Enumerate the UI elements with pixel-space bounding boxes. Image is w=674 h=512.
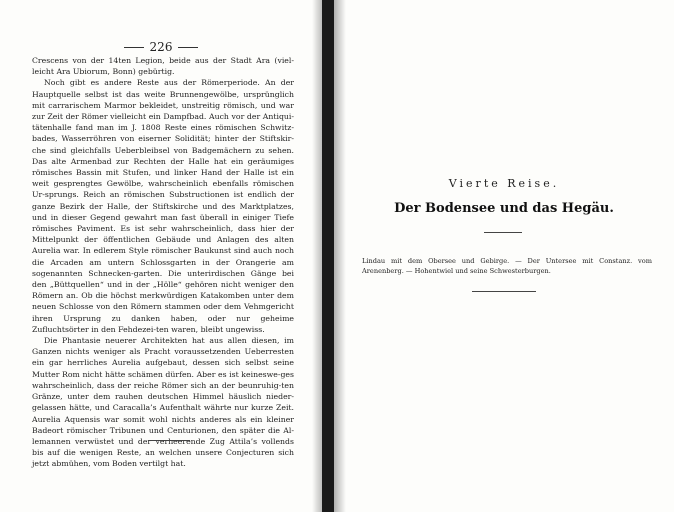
divider-rule xyxy=(472,291,536,292)
page-number xyxy=(0,40,322,54)
left-page xyxy=(0,0,322,512)
section-end-rule xyxy=(148,440,190,441)
chapter-subtitle: Der Bodensee und das Hegäu. xyxy=(394,201,614,216)
right-page xyxy=(334,0,674,512)
chapter-title: Vierte Reise. xyxy=(448,177,560,190)
gutter-shadow xyxy=(312,0,322,512)
body-text xyxy=(32,55,294,470)
paragraph: Noch gibt es andere Reste aus der Römerperiode. An der Hauptquelle selbst ist das weite Brunnengewölbe, ursprünglich mit carrarischem Marmor bekleidet, unstreitig römisch, und war zur Zeit der Römer vielleicht ein Dampfbad. Auch vor der Antiqui-tätenhalle fand man im J. 1808 Reste eines römischen Schwitz-bades, Wasserröhren von eiserner Solidität; hinter der Stiftskir-che sind gleichfalls Ueberbleibsel von Badgemächern zu sehen. Das alte Armenbad zur Rechten der Halle hat ein geräumiges römisches Bassin mit Stufen, und linker Hand der Halle ist ein weit gesprengtes Gewölbe, wahrscheinlich ebenfalls römischen Ur-sprungs. Reich an römischen Substructionen ist endlich der ganze Bezirk der Halle, der Stiftskirche und des Marktplatzes, und in dieser Gegend gewahrt man fast überall in einiger Tiefe römisches Paviment. Es ist sehr wahrscheinlich, dass hier der Mittelpunkt der öffentlichen Gebäude und Anlagen des alten Aurelia war. In edlerem Style römischer Baukunst sind auch noch die Arcaden am untern Schlossgarten in der Orangerie am sogenannten Schnecken-garten. Die unterirdischen Gänge bei den „Büttquellen“ und in der „Hölle“ gehören nicht weniger den Römern an. Ob die höchst merkwürdigen Katakomben unter dem neuen Schlosse von den Römern stammen oder dem Vehmgericht ihren Ursprung zu danken haben, oder nur geheime Zufluchtsörter in den Fehdezei-ten waren, bleibt ungewiss. xyxy=(32,78,294,334)
paragraph: Crescens von der 14ten Legion, beide aus der Stadt Ara (viel-leicht Ara Ubiorum, Bonn) gebürtig. xyxy=(32,56,294,77)
divider-rule xyxy=(484,232,522,233)
gutter-shadow xyxy=(334,0,346,512)
page-number-dash-right xyxy=(178,47,198,48)
page-number-text: 226 xyxy=(149,40,173,54)
page-number-dash-left xyxy=(124,47,144,48)
chapter-summary: Lindau mit dem Obersee und Gebirge. — Der Untersee mit Constanz. vom Arenenberg. — Hohentwiel und seine Schwesterburgen. xyxy=(362,257,652,275)
paragraph: Die Phantasie neuerer Architekten hat aus allen diesen, im Ganzen nichts weniger als Pracht voraussetzenden Ueberresten ein gar herrliches Aurelia aufgebaut, dessen sich selbst seine Mutter Rom nicht hätte schämen dürfen. Aber es ist keineswe-ges wahrscheinlich, dass der reiche Römer sich an der beunruhig-ten Gränze, unter dem rauhen deutschen Himmel häuslich nieder-gelassen hätte, und Caracalla’s Aufenthalt währte nur kurze Zeit. Aurelia Aquensis war somit wohl nichts anderes als ein kleiner Badeort römischer Tribunen und Centurionen, den später die Al-lemannen verwüstet und der verheerende Zug Attila’s vollends bis auf die wenigen Reste, an welchen unsere Conjecturen sich jetzt abmühen, vom Boden vertilgt hat. xyxy=(32,336,294,469)
